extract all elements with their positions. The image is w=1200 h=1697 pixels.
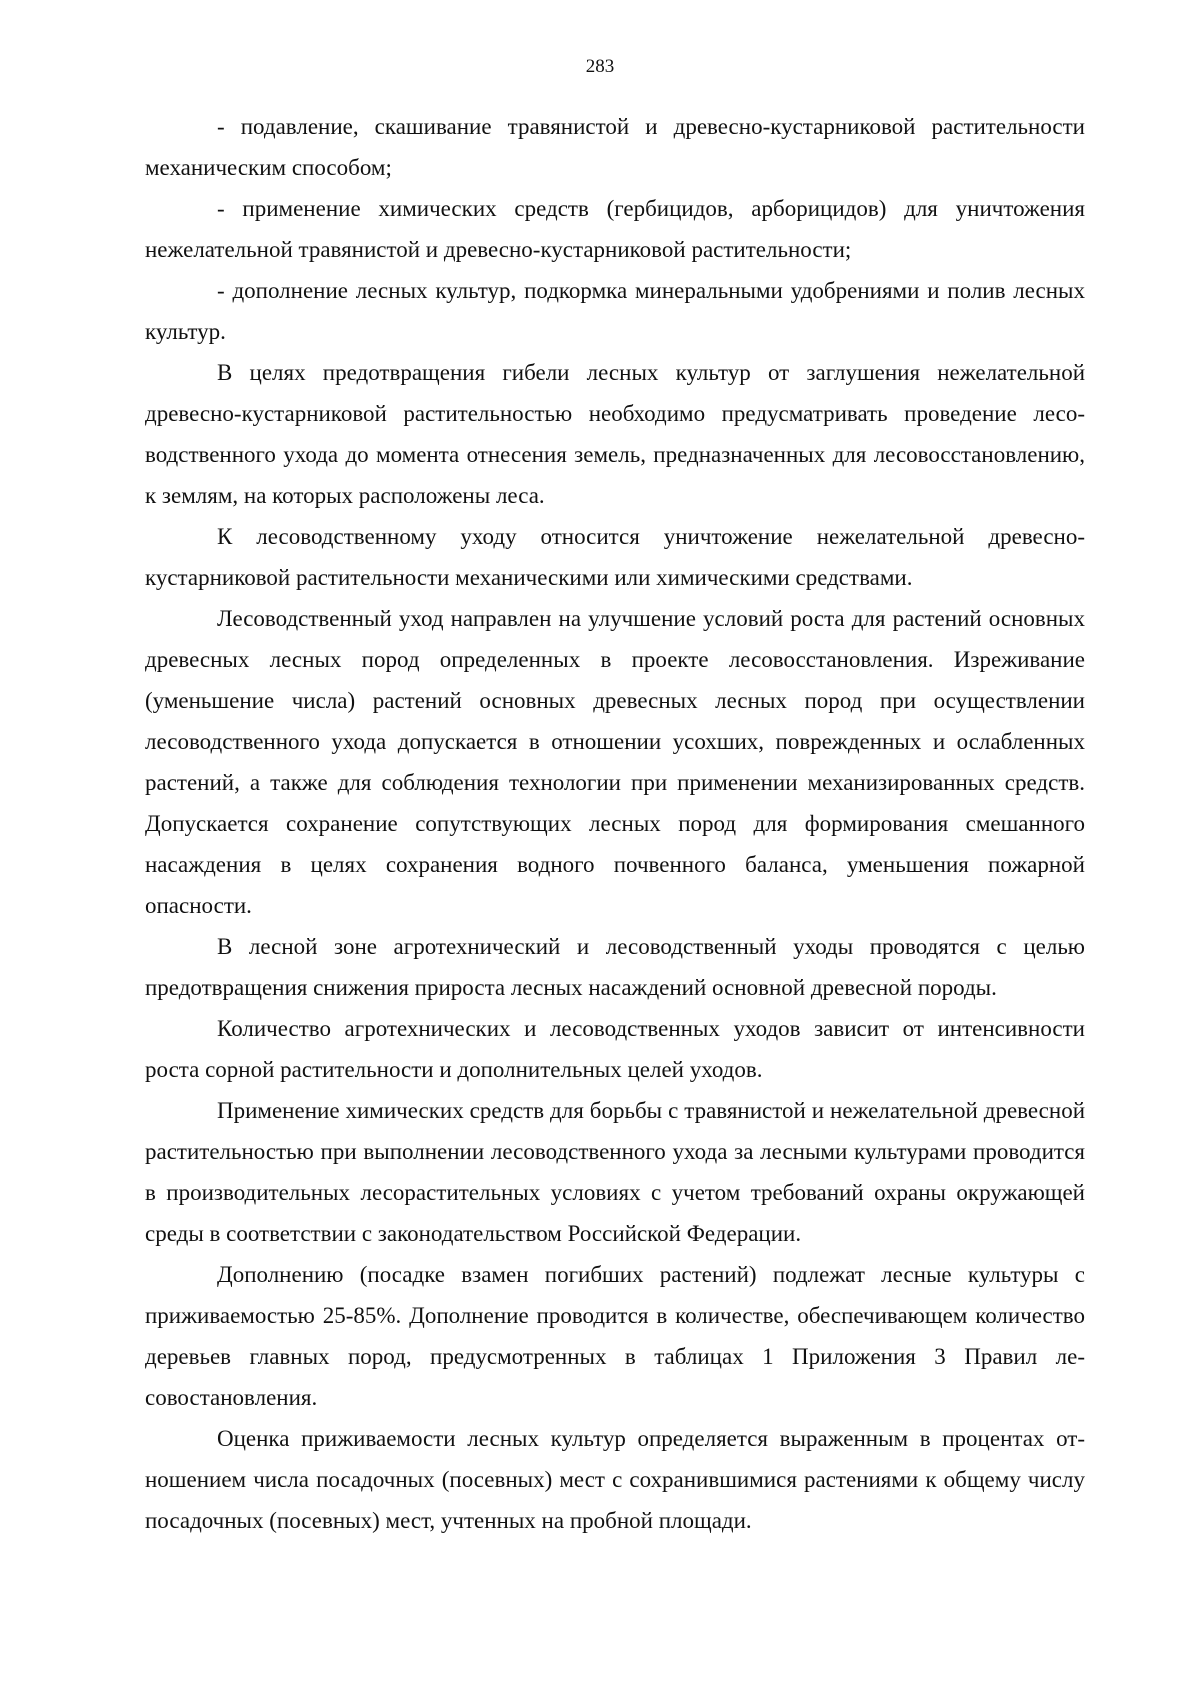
paragraph: К лесоводственному уходу относится уничтожение нежелательной древесно-кустарниковой растительности механическими или химическими средствами.	[145, 524, 1085, 590]
paragraph: Применение химических средств для борьбы с травянистой и нежелательной древесной растительностью при выполнении лесоводственного ухода за лесными культурами проводится в производительных лесорастительных условиях с учетом требований охраны окружающей среды в соответствии с законодательством Российской Федерации.	[145, 1098, 1085, 1246]
paragraph: В целях предотвращения гибели лесных культур от заглушения нежелательной древесно-кустарниковой растительностью необходимо предусматривать проведение лесоводственного ухода до момента отнесения земель, предназначенных для лесовосстановлению, к землям, на которых расположены леса.	[145, 360, 1085, 508]
paragraph: Лесоводственный уход направлен на улучшение условий роста для растений основных древесных лесных пород определенных в проекте лесовосстановления. Изреживание (уменьшение числа) растений основных древесных лесных пород при осуществлении лесоводственного ухода допускается в отношении усохших, поврежденных и ослабленных растений, а также для соблюдения технологии при применении механизированных средств. Допускается сохранение сопутствующих лесных пород для формирования смешанного насаждения в целях сохранения водного почвенного баланса, уменьшения пожарной опасности.	[145, 606, 1085, 918]
paragraph: - применение химических средств (гербицидов, арборицидов) для уничтожения нежелательной травянистой и древесно-кустарниковой растительности;	[145, 196, 1085, 262]
paragraph: Оценка приживаемости лесных культур определяется выраженным в процентах отношением числа посадочных (посевных) мест с сохранившимися растениями к общему числу посадочных (посевных) мест, учтенных на пробной площади.	[145, 1426, 1085, 1533]
page-number: 283	[585, 56, 615, 77]
paragraph: Количество агротехнических и лесоводственных уходов зависит от интенсивности роста сорной растительности и дополнительных целей уходов.	[145, 1016, 1085, 1082]
paragraph: - дополнение лесных культур, подкормка минеральными удобрениями и полив лесных культур.	[145, 278, 1085, 344]
paragraph: - подавление, скашивание травянистой и древесно-кустарниковой растительности механическим способом;	[145, 114, 1085, 180]
paragraph: Дополнению (посадке взамен погибших растений) подлежат лесные культуры с приживаемостью 25-85%. Дополнение проводится в количестве, обеспечивающем количество деревьев главных пород, предусмотренных в таблицах 1 Приложения 3 Правил лесовостановления.	[145, 1262, 1085, 1410]
document-body	[145, 106, 1085, 1541]
paragraph: В лесной зоне агротехнический и лесоводственный уходы проводятся с целью предотвращения снижения прироста лесных насаждений основной древесной породы.	[145, 934, 1085, 1000]
